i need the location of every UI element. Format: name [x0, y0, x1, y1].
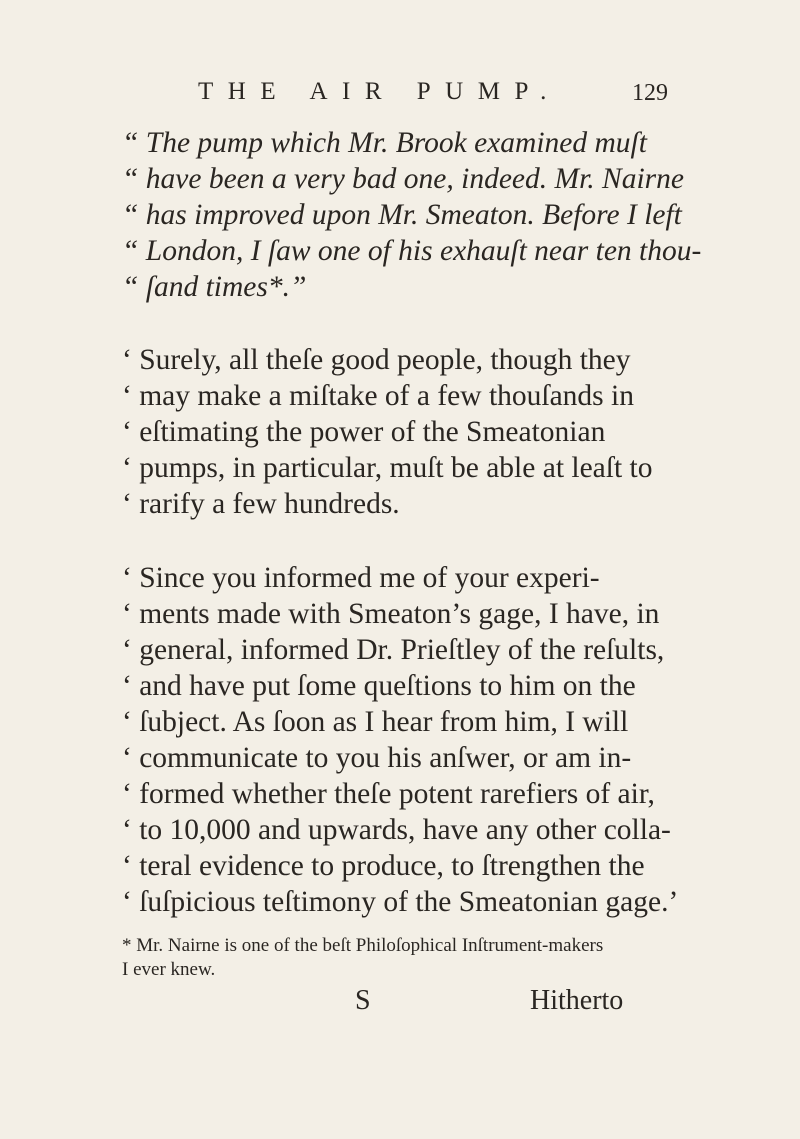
paragraph-line: ‘ Since you informed me of your experi-: [122, 562, 600, 594]
paragraph-line: ‘ and have put ſome queſtions to him on the: [122, 670, 636, 702]
page-number: 129: [632, 80, 668, 106]
running-title: THE AIR PUMP.: [198, 78, 561, 105]
quote-line: “ The pump which Mr. Brook examined muſt: [122, 127, 647, 159]
paragraph-line: ‘ pumps, in particular, muſt be able at leaſt to: [122, 452, 653, 484]
catchword: Hitherto: [530, 985, 624, 1016]
paragraph-line: ‘ eſtimating the power of the Smeatonian: [122, 416, 606, 448]
quote-line: “ ſand times*.”: [122, 271, 307, 303]
footnote-line: I ever knew.: [122, 959, 216, 980]
paragraph-line: ‘ formed whether theſe potent rarefiers of air,: [122, 778, 655, 810]
quote-line: “ London, I ſaw one of his exhauſt near ten thou-: [122, 235, 702, 267]
footnote-line: * Mr. Nairne is one of the beſt Philoſophical Inſtrument-makers: [122, 935, 604, 956]
paragraph-line: ‘ ſuſpicious teſtimony of the Smeatonian gage.’: [122, 886, 679, 918]
paragraph-line: ‘ rarify a few hundreds.: [122, 488, 400, 520]
paragraph-line: ‘ general, informed Dr. Prieſtley of the reſults,: [122, 634, 665, 666]
signature-mark: S: [355, 985, 371, 1016]
paragraph-line: ‘ ments made with Smeaton’s gage, I have, in: [122, 598, 660, 630]
paragraph-line: ‘ teral evidence to produce, to ſtrengthen the: [122, 850, 645, 882]
paragraph-line: ‘ Surely, all theſe good people, though they: [122, 344, 631, 376]
quote-line: “ has improved upon Mr. Smeaton. Before I left: [122, 199, 682, 231]
paragraph-line: ‘ ſubject. As ſoon as I hear from him, I will: [122, 706, 629, 738]
quote-line: “ have been a very bad one, indeed. Mr. Nairne: [122, 163, 684, 195]
paragraph-line: ‘ may make a miſtake of a few thouſands in: [122, 380, 634, 412]
page-header: [198, 78, 668, 118]
paragraph-line: ‘ communicate to you his anſwer, or am in-: [122, 742, 632, 774]
paragraph-line: ‘ to 10,000 and upwards, have any other colla-: [122, 814, 671, 846]
